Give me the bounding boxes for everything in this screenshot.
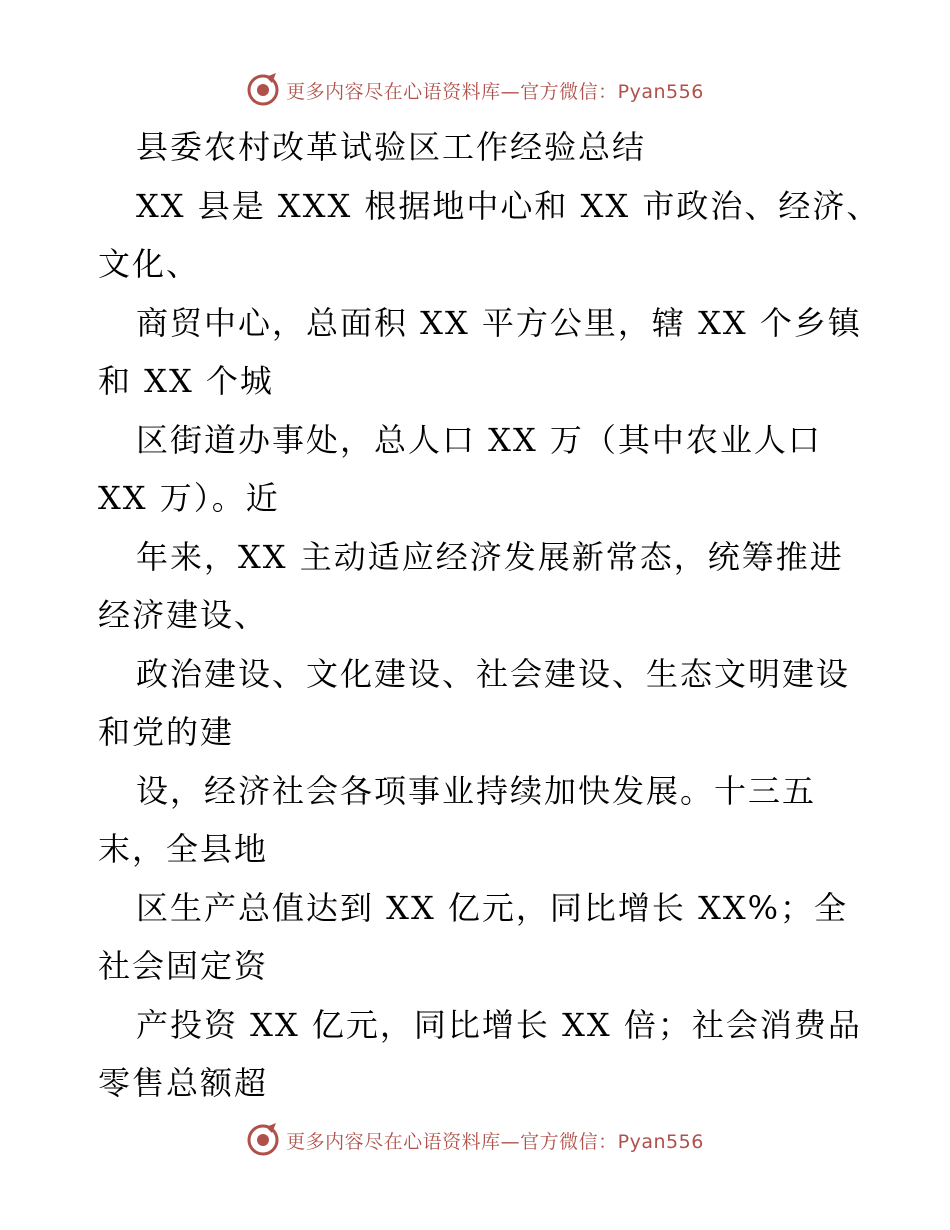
watermark-text: 更多内容尽在心语资料库—官方微信：Pyan556 — [286, 80, 704, 103]
text-line: 区街道办事处，总人口 XX 万（其中农业人口 — [136, 420, 822, 459]
header-watermark — [0, 70, 950, 110]
footer-watermark — [0, 1120, 950, 1160]
text-line: 经济建设、 — [98, 596, 269, 634]
text-line: 政治建设、文化建设、社会建设、生态文明建设 — [136, 654, 851, 693]
text-line: 和党的建 — [98, 713, 235, 751]
text-line: 商贸中心，总面积 XX 平方公里，辖 XX 个乡镇 — [136, 303, 862, 342]
text-line: 产投资 XX 亿元，同比增长 XX 倍；社会消费品 — [136, 1005, 862, 1044]
text-line: 末，全县地 — [98, 830, 269, 868]
text-line: 年来，XX 主动适应经济发展新常态，统筹推进 — [136, 537, 844, 576]
text-line: 区生产总值达到 XX 亿元，同比增长 XX%；全 — [136, 888, 849, 927]
text-line: 设，经济社会各项事业持续加快发展。十三五 — [136, 771, 817, 810]
watermark-text: 更多内容尽在心语资料库—官方微信：Pyan556 — [286, 1130, 704, 1153]
text-line: XX 万）。近 — [98, 479, 280, 517]
text-line: 文化、 — [98, 245, 201, 283]
text-line: XX 县是 XXX 根据地中心和 XX 市政治、经济、 — [136, 186, 881, 225]
brand-logo-icon — [246, 73, 280, 107]
text-line: 零售总额超 — [98, 1064, 269, 1102]
document-body — [98, 118, 881, 1113]
text-line: 社会固定资 — [98, 947, 269, 985]
text-line: 和 XX 个城 — [98, 362, 274, 400]
text-line: 县委农村改革试验区工作经验总结 — [136, 128, 647, 166]
brand-logo-icon — [246, 1123, 280, 1157]
